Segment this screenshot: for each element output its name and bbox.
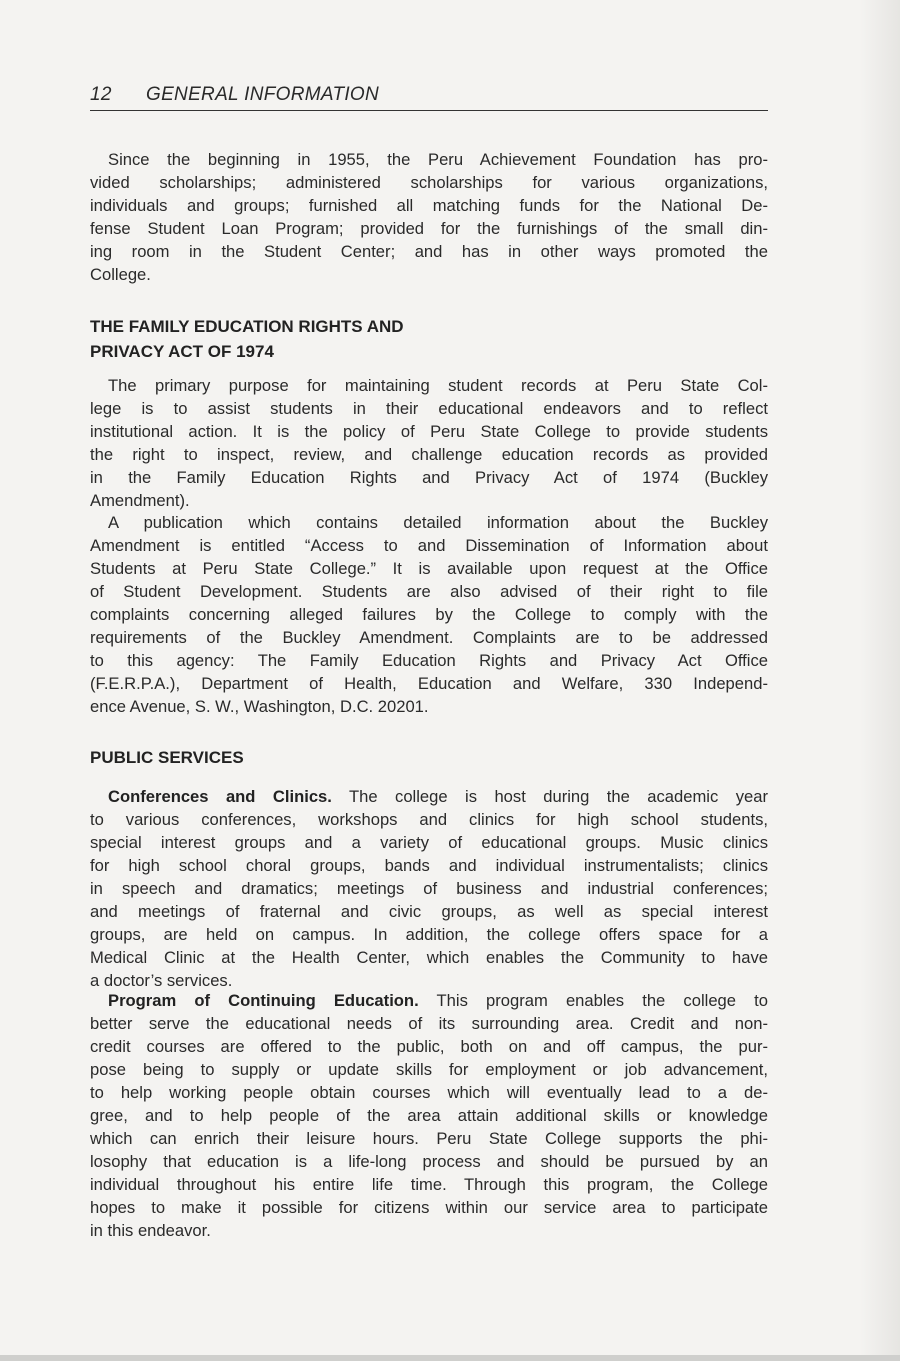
text-line: Amendment is entitled “Access to and Dissemination of Information about — [90, 536, 768, 555]
text-line: of Student Development. Students are also advised of their right to file — [90, 582, 768, 601]
chapter-title: GENERAL INFORMATION — [146, 84, 380, 105]
text-line: fense Student Loan Program; provided for the furnishings of the small din- — [90, 219, 768, 238]
text-line: Since the beginning in 1955, the Peru Achievement Foundation has pro- — [108, 150, 768, 169]
text-line: lege is to assist students in their educational endeavors and to reflect — [90, 399, 768, 418]
run-in-heading: Program of Continuing Education. — [108, 991, 419, 1010]
text-line: pose being to supply or update skills for employment or job advancement, — [90, 1060, 768, 1079]
text-line — [90, 785, 768, 808]
text-line: hopes to make it possible for citizens within our service area to participate — [90, 1198, 768, 1217]
text-line: institutional action. It is the policy of Peru State College to provide students — [90, 422, 768, 441]
text-line: to this agency: The Family Education Rights and Privacy Act Office — [90, 651, 768, 670]
text-line: individual throughout his entire life time. Through this program, the College — [90, 1175, 768, 1194]
paragraph-conferences-clinics — [90, 785, 768, 992]
text-line: better serve the educational needs of its surrounding area. Credit and non- — [90, 1014, 768, 1033]
text-line: Students at Peru State College.” It is available upon request at the Office — [90, 559, 768, 578]
text-line: a doctor’s services. — [90, 971, 233, 990]
text-line: The primary purpose for maintaining student records at Peru State Col- — [108, 376, 768, 395]
text-line: College. — [90, 265, 151, 284]
running-header — [90, 84, 768, 111]
paragraph-buckley-publication — [90, 511, 768, 718]
text-line: and meetings of fraternal and civic groups, as well as special interest — [90, 902, 768, 921]
text-line: to various conferences, workshops and clinics for high school students, — [90, 810, 768, 829]
text-line: vided scholarships; administered scholarships for various organizations, — [90, 173, 768, 192]
text-line — [90, 989, 768, 1012]
text-line: individuals and groups; furnished all matching funds for the National De- — [90, 196, 768, 215]
paragraph-foundation — [90, 148, 768, 286]
line-text: This program enables the college to — [418, 991, 768, 1010]
text-line: complaints concerning alleged failures by the College to comply with the — [90, 605, 768, 624]
text-line: for high school choral groups, bands and individual instrumentalists; clinics — [90, 856, 768, 875]
page-edge-shadow — [860, 0, 900, 1361]
text-line: ence Avenue, S. W., Washington, D.C. 20201. — [90, 697, 429, 716]
text-line: ing room in the Student Center; and has in other ways promoted the — [90, 242, 768, 261]
text-line: in the Family Education Rights and Privacy Act of 1974 (Buckley — [90, 468, 768, 487]
heading-line: THE FAMILY EDUCATION RIGHTS AND — [90, 317, 404, 336]
paragraph-records-purpose — [90, 374, 768, 512]
page-bottom-edge — [0, 1355, 900, 1361]
heading-public-services — [90, 745, 768, 770]
text-line: A publication which contains detailed information about the Buckley — [108, 513, 768, 532]
text-line: special interest groups and a variety of educational groups. Music clinics — [90, 833, 768, 852]
page-number: 12 — [90, 84, 112, 105]
text-line: (F.E.R.P.A.), Department of Health, Education and Welfare, 330 Independ- — [90, 674, 768, 693]
text-line: in speech and dramatics; meetings of business and industrial conferences; — [90, 879, 768, 898]
text-line: to help working people obtain courses which will eventually lead to a de- — [90, 1083, 768, 1102]
paragraph-continuing-education — [90, 989, 768, 1242]
text-line: losophy that education is a life-long process and should be pursued by an — [90, 1152, 768, 1171]
text-line: Medical Clinic at the Health Center, which enables the Community to have — [90, 948, 768, 967]
heading-line: PRIVACY ACT OF 1974 — [90, 342, 274, 361]
text-line: groups, are held on campus. In addition, the college offers space for a — [90, 925, 768, 944]
text-line: credit courses are offered to the public, both on and off campus, the pur- — [90, 1037, 768, 1056]
line-text: The college is host during the academic year — [331, 787, 768, 806]
text-line: gree, and to help people of the area attain additional skills or knowledge — [90, 1106, 768, 1125]
run-in-heading: Conferences and Clinics. — [108, 787, 332, 806]
heading-ferpa — [90, 314, 768, 364]
heading-line: PUBLIC SERVICES — [90, 748, 244, 767]
text-line: Amendment). — [90, 491, 190, 510]
text-line: in this endeavor. — [90, 1221, 211, 1240]
text-line: which can enrich their leisure hours. Peru State College supports the phi- — [90, 1129, 768, 1148]
text-line: requirements of the Buckley Amendment. Complaints are to be addressed — [90, 628, 768, 647]
text-line: the right to inspect, review, and challenge education records as provided — [90, 445, 768, 464]
